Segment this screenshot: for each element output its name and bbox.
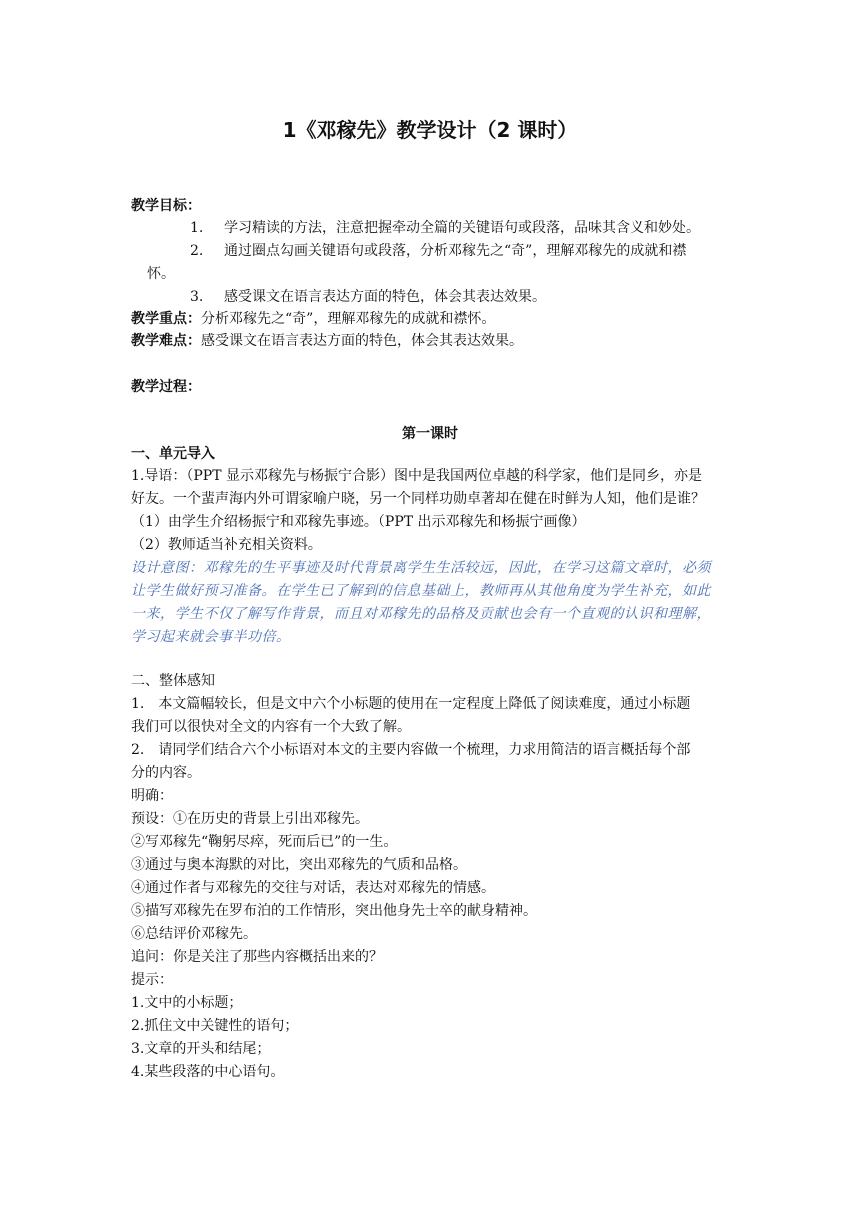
process-label: 教学过程： — [131, 379, 201, 395]
section2-line: ③通过与奥本海默的对比，突出邓稼先的气质和品格。 — [131, 857, 467, 873]
difficulty-text: 感受课文在语言表达方面的特色，体会其表达效果。 — [201, 333, 523, 349]
design-intent-line: 学习起来就会事半功倍。 — [131, 629, 291, 645]
section2-line: 2. 请同学们结合六个小标语对本文的主要内容做一个梳理，力求用简洁的语言概括每个部 — [131, 742, 691, 758]
design-intent-line: 一来，学生不仅了解写作背景，而且对邓稼先的品格及贡献也会有一个直观的认识和理解， — [131, 606, 711, 622]
section2-line: 3.文章的开头和结尾； — [131, 1041, 271, 1057]
section2-line: ⑤描写邓稼先在罗布泊的工作情形，突出他身先士卒的献身精神。 — [131, 903, 537, 919]
design-intent-line: 让学生做好预习准备。在学生已了解到的信息基础上，教师再从其他角度为学生补充，如此 — [131, 583, 711, 599]
section1-line: （2）教师适当补充相关资料。 — [131, 537, 322, 553]
lesson-title: 第一课时 — [402, 426, 458, 442]
section1-line: 1.导语：（PPT 显示邓稼先与杨振宁合影）图中是我国两位卓越的科学家，他们是同乡，亦是 — [131, 468, 702, 484]
section2-line: 我们可以很快对全文的内容有一个大致了解。 — [131, 719, 411, 735]
design-intent-line: 设计意图：邓稼先的生平事迹及时代背景离学生生活较远，因此，在学习这篇文章时，必须 — [131, 560, 711, 576]
goal-item-1 — [190, 218, 700, 239]
goal-number: 1. — [190, 220, 204, 236]
goal-number: 2. — [190, 243, 204, 259]
goal-item-3 — [190, 287, 546, 308]
goal-text: 感受课文在语言表达方面的特色，体会其表达效果。 — [224, 289, 546, 305]
key-point-label: 教学重点： — [131, 311, 201, 327]
section2-line: 明确： — [131, 788, 173, 804]
document-title: 1《邓稼先》教学设计（2 课时） — [282, 118, 578, 142]
section2-line: ②写邓稼先“鞠躬尽瘁，死而后已”的一生。 — [131, 834, 398, 850]
goal-text: 通过圈点勾画关键语句或段落，分析邓稼先之“奇”，理解邓稼先的成就和襟 — [224, 243, 687, 259]
section1-line: （1）由学生介绍杨振宁和邓稼先事迹。（PPT 出示邓稼先和杨振宁画像） — [131, 514, 586, 530]
section2-line: 1. 本文篇幅较长，但是文中六个小标题的使用在一定程度上降低了阅读难度，通过小标题 — [131, 696, 691, 712]
goal-item-2-continued: 怀。 — [147, 266, 175, 282]
key-point — [131, 309, 495, 330]
section2-line: 4.某些段落的中心语句。 — [131, 1064, 285, 1080]
goal-number: 3. — [190, 289, 204, 305]
section2-line: 提示： — [131, 972, 173, 988]
section2-line: 分的内容。 — [131, 765, 201, 781]
section2-line: 1.文中的小标题； — [131, 995, 243, 1011]
goal-item-2 — [190, 241, 686, 262]
section2-line: ⑥总结评价邓稼先。 — [131, 926, 257, 942]
section2-line: 追问：你是关注了那些内容概括出来的？ — [131, 949, 383, 965]
section2-line: 预设：①在历史的背景上引出邓稼先。 — [131, 811, 369, 827]
difficulty — [131, 331, 523, 352]
section2-line: ④通过作者与邓稼先的交往与对话，表达对邓稼先的情感。 — [131, 880, 495, 896]
goals-label: 教学目标： — [131, 198, 201, 214]
goal-text: 学习精读的方法，注意把握牵动全篇的关键语句或段落，品味其含义和妙处。 — [224, 220, 700, 236]
key-point-text: 分析邓稼先之“奇”，理解邓稼先的成就和襟怀。 — [201, 311, 496, 327]
section2-line: 2.抓住文中关键性的语句； — [131, 1018, 299, 1034]
section1-line: 好友。一个蜚声海内外可谓家喻户晓，另一个同样功勋卓著却在健在时鲜为人知，他们是谁？ — [131, 491, 705, 507]
section2-heading: 二、整体感知 — [131, 673, 215, 689]
section1-heading: 一、单元导入 — [131, 446, 215, 462]
difficulty-label: 教学难点： — [131, 333, 201, 349]
